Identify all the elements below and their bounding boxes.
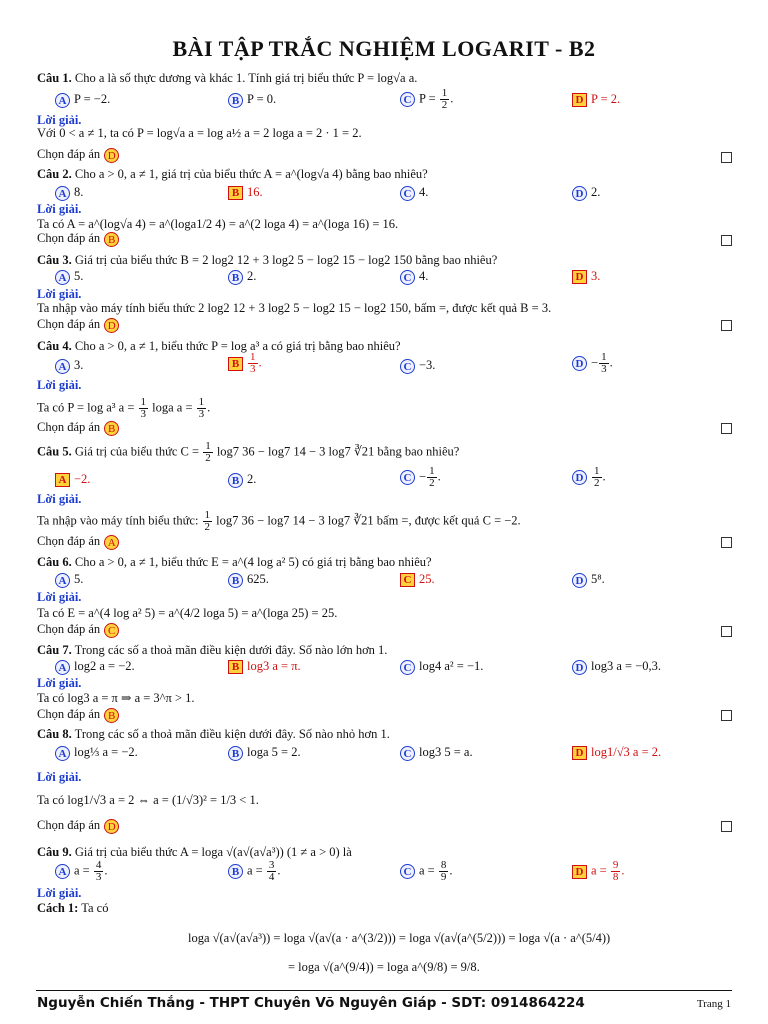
- question-6: [37, 555, 432, 570]
- checkbox[interactable]: [721, 235, 732, 246]
- question-9: [37, 845, 352, 860]
- option-text: −3.: [419, 358, 436, 372]
- question-number: Câu 1.: [37, 71, 72, 85]
- option-c-marker: C: [400, 270, 415, 285]
- equation-line-2: = loga √(a^(9/4)) = loga a^(9/8) = 9/8.: [288, 960, 480, 974]
- option-text: 2.: [247, 269, 257, 283]
- q2-option-d[interactable]: [572, 185, 600, 201]
- option-b-marker: B: [228, 186, 243, 200]
- option-text: 3.: [74, 358, 84, 372]
- solution-heading: Lời giải.: [37, 378, 82, 392]
- question-number: Câu 8.: [37, 727, 72, 741]
- q8-option-a[interactable]: [55, 745, 138, 761]
- q5-option-b[interactable]: [228, 472, 256, 488]
- chosen-answer: Chọn đáp án C: [37, 622, 119, 638]
- question-7: [37, 643, 387, 658]
- solution-heading: Lời giải.: [37, 113, 82, 127]
- option-text: 2.: [247, 472, 257, 486]
- option-text: −: [591, 355, 599, 370]
- q7-option-a[interactable]: [55, 659, 135, 675]
- page-title: BÀI TẬP TRẮC NGHIỆM LOGARIT - B2: [172, 36, 596, 61]
- footer-divider: [36, 990, 732, 991]
- option-text: 5⁸.: [591, 572, 605, 586]
- option-d-marker: D: [572, 270, 587, 284]
- checkbox[interactable]: [721, 821, 732, 832]
- option-a-marker: A: [55, 186, 70, 201]
- option-b-marker: B: [228, 573, 243, 588]
- option-b-marker: B: [228, 270, 243, 285]
- option-text: loga 5 = 2.: [247, 745, 301, 759]
- q1-option-a[interactable]: [55, 92, 110, 108]
- option-text: 625.: [247, 572, 269, 586]
- fraction: $\frac{1}{3}$: [601, 351, 607, 375]
- solution-text: Với 0 < a ≠ 1, ta có P = log√a a = log a½ a = 2 loga a = 2 · 1 = 2.: [37, 126, 362, 140]
- option-d-marker: D: [572, 746, 587, 760]
- answer-badge: D: [104, 819, 119, 834]
- option-b-marker: B: [228, 746, 243, 761]
- question-text: Cho a > 0, a ≠ 1, biểu thức P = log a³ a có giá trị bằng bao nhiêu?: [74, 339, 401, 353]
- option-c-marker: C: [400, 186, 415, 201]
- checkbox[interactable]: [721, 152, 732, 163]
- option-d-marker: D: [572, 573, 587, 588]
- question-3: [37, 253, 497, 268]
- option-text: P = −2.: [74, 92, 111, 106]
- question-2: [37, 167, 428, 182]
- option-c-marker: C: [400, 92, 415, 107]
- option-text: −2.: [74, 472, 91, 486]
- option-d-marker: D: [572, 186, 587, 201]
- q4-option-a[interactable]: [55, 358, 83, 374]
- question-number: Câu 4.: [37, 339, 72, 353]
- chosen-answer: Chọn đáp án D: [37, 147, 119, 163]
- checkbox[interactable]: [721, 537, 732, 548]
- answer-badge: D: [104, 148, 119, 163]
- option-c-marker: C: [400, 746, 415, 761]
- chosen-answer: Chọn đáp án D: [37, 818, 119, 834]
- option-text: 4.: [419, 185, 429, 199]
- option-text: 25.: [419, 572, 435, 586]
- solution-heading: Lời giải.: [37, 492, 82, 506]
- answer-badge: C: [104, 623, 119, 638]
- option-text: log4 a² = −1.: [419, 659, 484, 673]
- chosen-answer: Chọn đáp án B: [37, 420, 119, 436]
- solution-heading: Lời giải.: [37, 287, 82, 301]
- solution-text: Ta nhập vào máy tính biểu thức: $\frac{1}{2}$ log7 36 − log7 14 − 3 log7 ∛21 bấm =, được kết quả C = −2.: [37, 509, 521, 533]
- option-text: 2.: [591, 185, 601, 199]
- chosen-answer: Chọn đáp án A: [37, 534, 119, 550]
- option-a-marker: A: [55, 473, 70, 487]
- q1-option-c[interactable]: C P = $\frac{1}{2}$ .: [400, 88, 453, 111]
- option-d-marker: D: [572, 470, 587, 485]
- q3-option-d-correct[interactable]: [572, 269, 600, 284]
- answer-badge: A: [104, 535, 119, 550]
- answer-badge: B: [104, 421, 119, 436]
- fraction: $\frac{1}{3}$: [250, 351, 256, 375]
- option-a-marker: A: [55, 359, 70, 374]
- question-4: [37, 339, 401, 354]
- solution-heading: Lời giải.: [37, 202, 82, 216]
- question-number: Câu 2.: [37, 167, 72, 181]
- q2-option-a[interactable]: [55, 185, 83, 201]
- option-a-marker: A: [55, 864, 70, 879]
- option-a-marker: A: [55, 93, 70, 108]
- checkbox[interactable]: [721, 626, 732, 637]
- option-text: 4.: [419, 269, 429, 283]
- q9-option-b[interactable]: B a = $\frac{3}{4}$ .: [228, 860, 280, 883]
- answer-badge: B: [104, 708, 119, 723]
- q7-option-c[interactable]: [400, 659, 483, 675]
- q6-option-c-correct[interactable]: [400, 572, 435, 587]
- solution-heading: Lời giải.: [37, 770, 82, 784]
- solution-text: Ta có A = a^(log√a 4) = a^(loga1/2 4) = a^(2 loga 4) = a^(loga 16) = 16.: [37, 217, 399, 231]
- question-number: Câu 5.: [37, 444, 72, 459]
- footer-author: Nguyễn Chiến Thắng - THPT Chuyên Võ Nguyên Giáp - SDT: 0914864224: [37, 995, 585, 1011]
- method-heading: Cách 1: Ta có: [37, 901, 109, 915]
- answer-badge: B: [104, 232, 119, 247]
- q4-option-c[interactable]: [400, 358, 435, 374]
- checkbox[interactable]: [721, 320, 732, 331]
- solution-text: Ta có E = a^(4 log a² 5) = a^(4/2 loga 5) = a^(loga 25) = 25.: [37, 606, 338, 620]
- q5-option-d[interactable]: D $\frac{1}{2}$ .: [572, 466, 606, 489]
- option-b-marker: B: [228, 660, 243, 674]
- fraction: $\frac{1}{2}$: [441, 87, 448, 111]
- option-text: 3.: [591, 269, 601, 283]
- checkbox[interactable]: [721, 423, 732, 434]
- question-text: Cho a là số thực dương và khác 1. Tính giá trị biểu thức P = log√a a.: [74, 71, 418, 85]
- option-c-marker: C: [400, 864, 415, 879]
- question-number: Câu 9.: [37, 845, 72, 859]
- solution-heading: Lời giải.: [37, 590, 82, 604]
- option-text: log3 a = π.: [247, 659, 301, 673]
- question-number: Câu 6.: [37, 555, 72, 569]
- question-1: [37, 71, 417, 86]
- option-d-marker: D: [572, 356, 587, 371]
- q6-option-a[interactable]: [55, 572, 83, 588]
- question-text: Trong các số a thoả mãn điều kiện dưới đây. Số nào lớn hơn 1.: [74, 643, 388, 657]
- question-number: Câu 3.: [37, 253, 72, 267]
- q3-option-a[interactable]: [55, 269, 83, 285]
- option-text: 5.: [74, 269, 84, 283]
- q1-option-b[interactable]: [228, 92, 276, 108]
- question-5: Câu 5. Giá trị của biểu thức C = $\frac{1}{2}$ log7 36 − log7 14 − 3 log7 ∛21 bằng bao nhiêu?: [37, 440, 460, 464]
- option-c-marker: C: [400, 359, 415, 374]
- q9-option-d-correct[interactable]: D a = $\frac{9}{8}$ .: [572, 860, 624, 883]
- option-text: P =: [419, 91, 436, 106]
- solution-heading: Lời giải.: [37, 886, 82, 900]
- solution-heading: Lời giải.: [37, 676, 82, 690]
- option-b-marker: B: [228, 93, 243, 108]
- option-text: log3 a = −0,3.: [591, 659, 661, 673]
- q5-option-c[interactable]: C − $\frac{1}{2}$ .: [400, 466, 441, 489]
- solution-text: Ta có P = log a³ a = $\frac{1}{3}$ loga a = $\frac{1}{3}$ .: [37, 396, 211, 420]
- solution-text: Ta có log3 a = π ⇒ a = 3^π > 1.: [37, 691, 195, 705]
- option-text: 5.: [74, 572, 84, 586]
- question-text: Giá trị của biểu thức A = loga √(a√(a√a³)) (1 ≠ a > 0) là: [74, 845, 352, 859]
- q2-option-b-correct[interactable]: [228, 185, 263, 200]
- option-c-marker: C: [400, 660, 415, 675]
- q8-option-c[interactable]: [400, 745, 473, 761]
- q7-option-d[interactable]: [572, 659, 661, 675]
- q8-option-b[interactable]: [228, 745, 301, 761]
- option-text: log2 a = −2.: [74, 659, 135, 673]
- q9-option-a[interactable]: A a = $\frac{4}{3}$ .: [55, 860, 107, 883]
- option-b-marker: B: [228, 473, 243, 488]
- option-text: 8.: [74, 185, 84, 199]
- option-d-marker: D: [572, 865, 587, 879]
- option-a-marker: A: [55, 573, 70, 588]
- q4-option-b-correct[interactable]: B $\frac{1}{3}$ .: [228, 352, 262, 375]
- question-text: Giá trị của biểu thức B = 2 log2 12 + 3 log2 5 − log2 15 − log2 150 bằng bao nhiêu?: [74, 253, 498, 267]
- option-b-marker: B: [228, 357, 243, 371]
- chosen-answer: Chọn đáp án D: [37, 317, 119, 333]
- answer-badge: D: [104, 318, 119, 333]
- q9-option-c[interactable]: C a = $\frac{8}{9}$ .: [400, 860, 452, 883]
- page-number: Trang 1: [696, 998, 731, 1010]
- solution-text: Ta có log1/√3 a = 2 ⇔ a = (1/√3)² = 1/3 < 1.: [37, 793, 259, 807]
- q2-option-c[interactable]: [400, 185, 428, 201]
- option-text: log1/√3 a = 2.: [591, 745, 662, 759]
- q6-option-d[interactable]: [572, 572, 605, 588]
- question-text: Giá trị của biểu thức C =: [74, 444, 200, 459]
- question-text: Cho a > 0, a ≠ 1, biểu thức E = a^(4 log a² 5) có giá trị bằng bao nhiêu?: [74, 555, 432, 569]
- q1-option-d-correct[interactable]: [572, 92, 620, 107]
- q3-option-c[interactable]: [400, 269, 428, 285]
- option-text: log3 5 = a.: [419, 745, 473, 759]
- chosen-answer: Chọn đáp án B: [37, 707, 119, 723]
- option-text: P = 2.: [591, 92, 621, 106]
- q7-option-b-correct[interactable]: [228, 659, 301, 674]
- question-8: [37, 727, 390, 742]
- option-a-marker: A: [55, 746, 70, 761]
- option-d-marker: D: [572, 660, 587, 675]
- option-a-marker: A: [55, 660, 70, 675]
- solution-text: Ta nhập vào máy tính biểu thức 2 log2 12 + 3 log2 5 − log2 15 − log2 150, bấm =, được kết quả B = 3.: [37, 301, 552, 315]
- equation-line-1: loga √(a√(a√a³)) = loga √(a√(a · a^(3/2))) = loga √(a√(a^(5/2))) = loga √(a · a^(5/4)): [188, 931, 611, 945]
- option-c-marker: C: [400, 573, 415, 587]
- option-text: 16.: [247, 185, 263, 199]
- option-b-marker: B: [228, 864, 243, 879]
- option-c-marker: C: [400, 470, 415, 485]
- option-a-marker: A: [55, 270, 70, 285]
- q6-option-b[interactable]: [228, 572, 269, 588]
- question-text: Cho a > 0, a ≠ 1, giá trị của biểu thức A = a^(log√a 4) bằng bao nhiêu?: [74, 167, 428, 181]
- q3-option-b[interactable]: [228, 269, 256, 285]
- question-number: Câu 7.: [37, 643, 72, 657]
- option-text: log⅓ a = −2.: [74, 745, 138, 759]
- q8-option-d-correct[interactable]: [572, 745, 661, 760]
- question-text: Trong các số a thoả mãn điều kiện dưới đây. Số nào nhỏ hơn 1.: [74, 727, 390, 741]
- chosen-answer: Chọn đáp án B: [37, 231, 119, 247]
- option-text: P = 0.: [247, 92, 277, 106]
- option-d-marker: D: [572, 93, 587, 107]
- q4-option-d[interactable]: D − $\frac{1}{3}$ .: [572, 352, 613, 375]
- checkbox[interactable]: [721, 710, 732, 721]
- q5-option-a-correct[interactable]: [55, 472, 90, 487]
